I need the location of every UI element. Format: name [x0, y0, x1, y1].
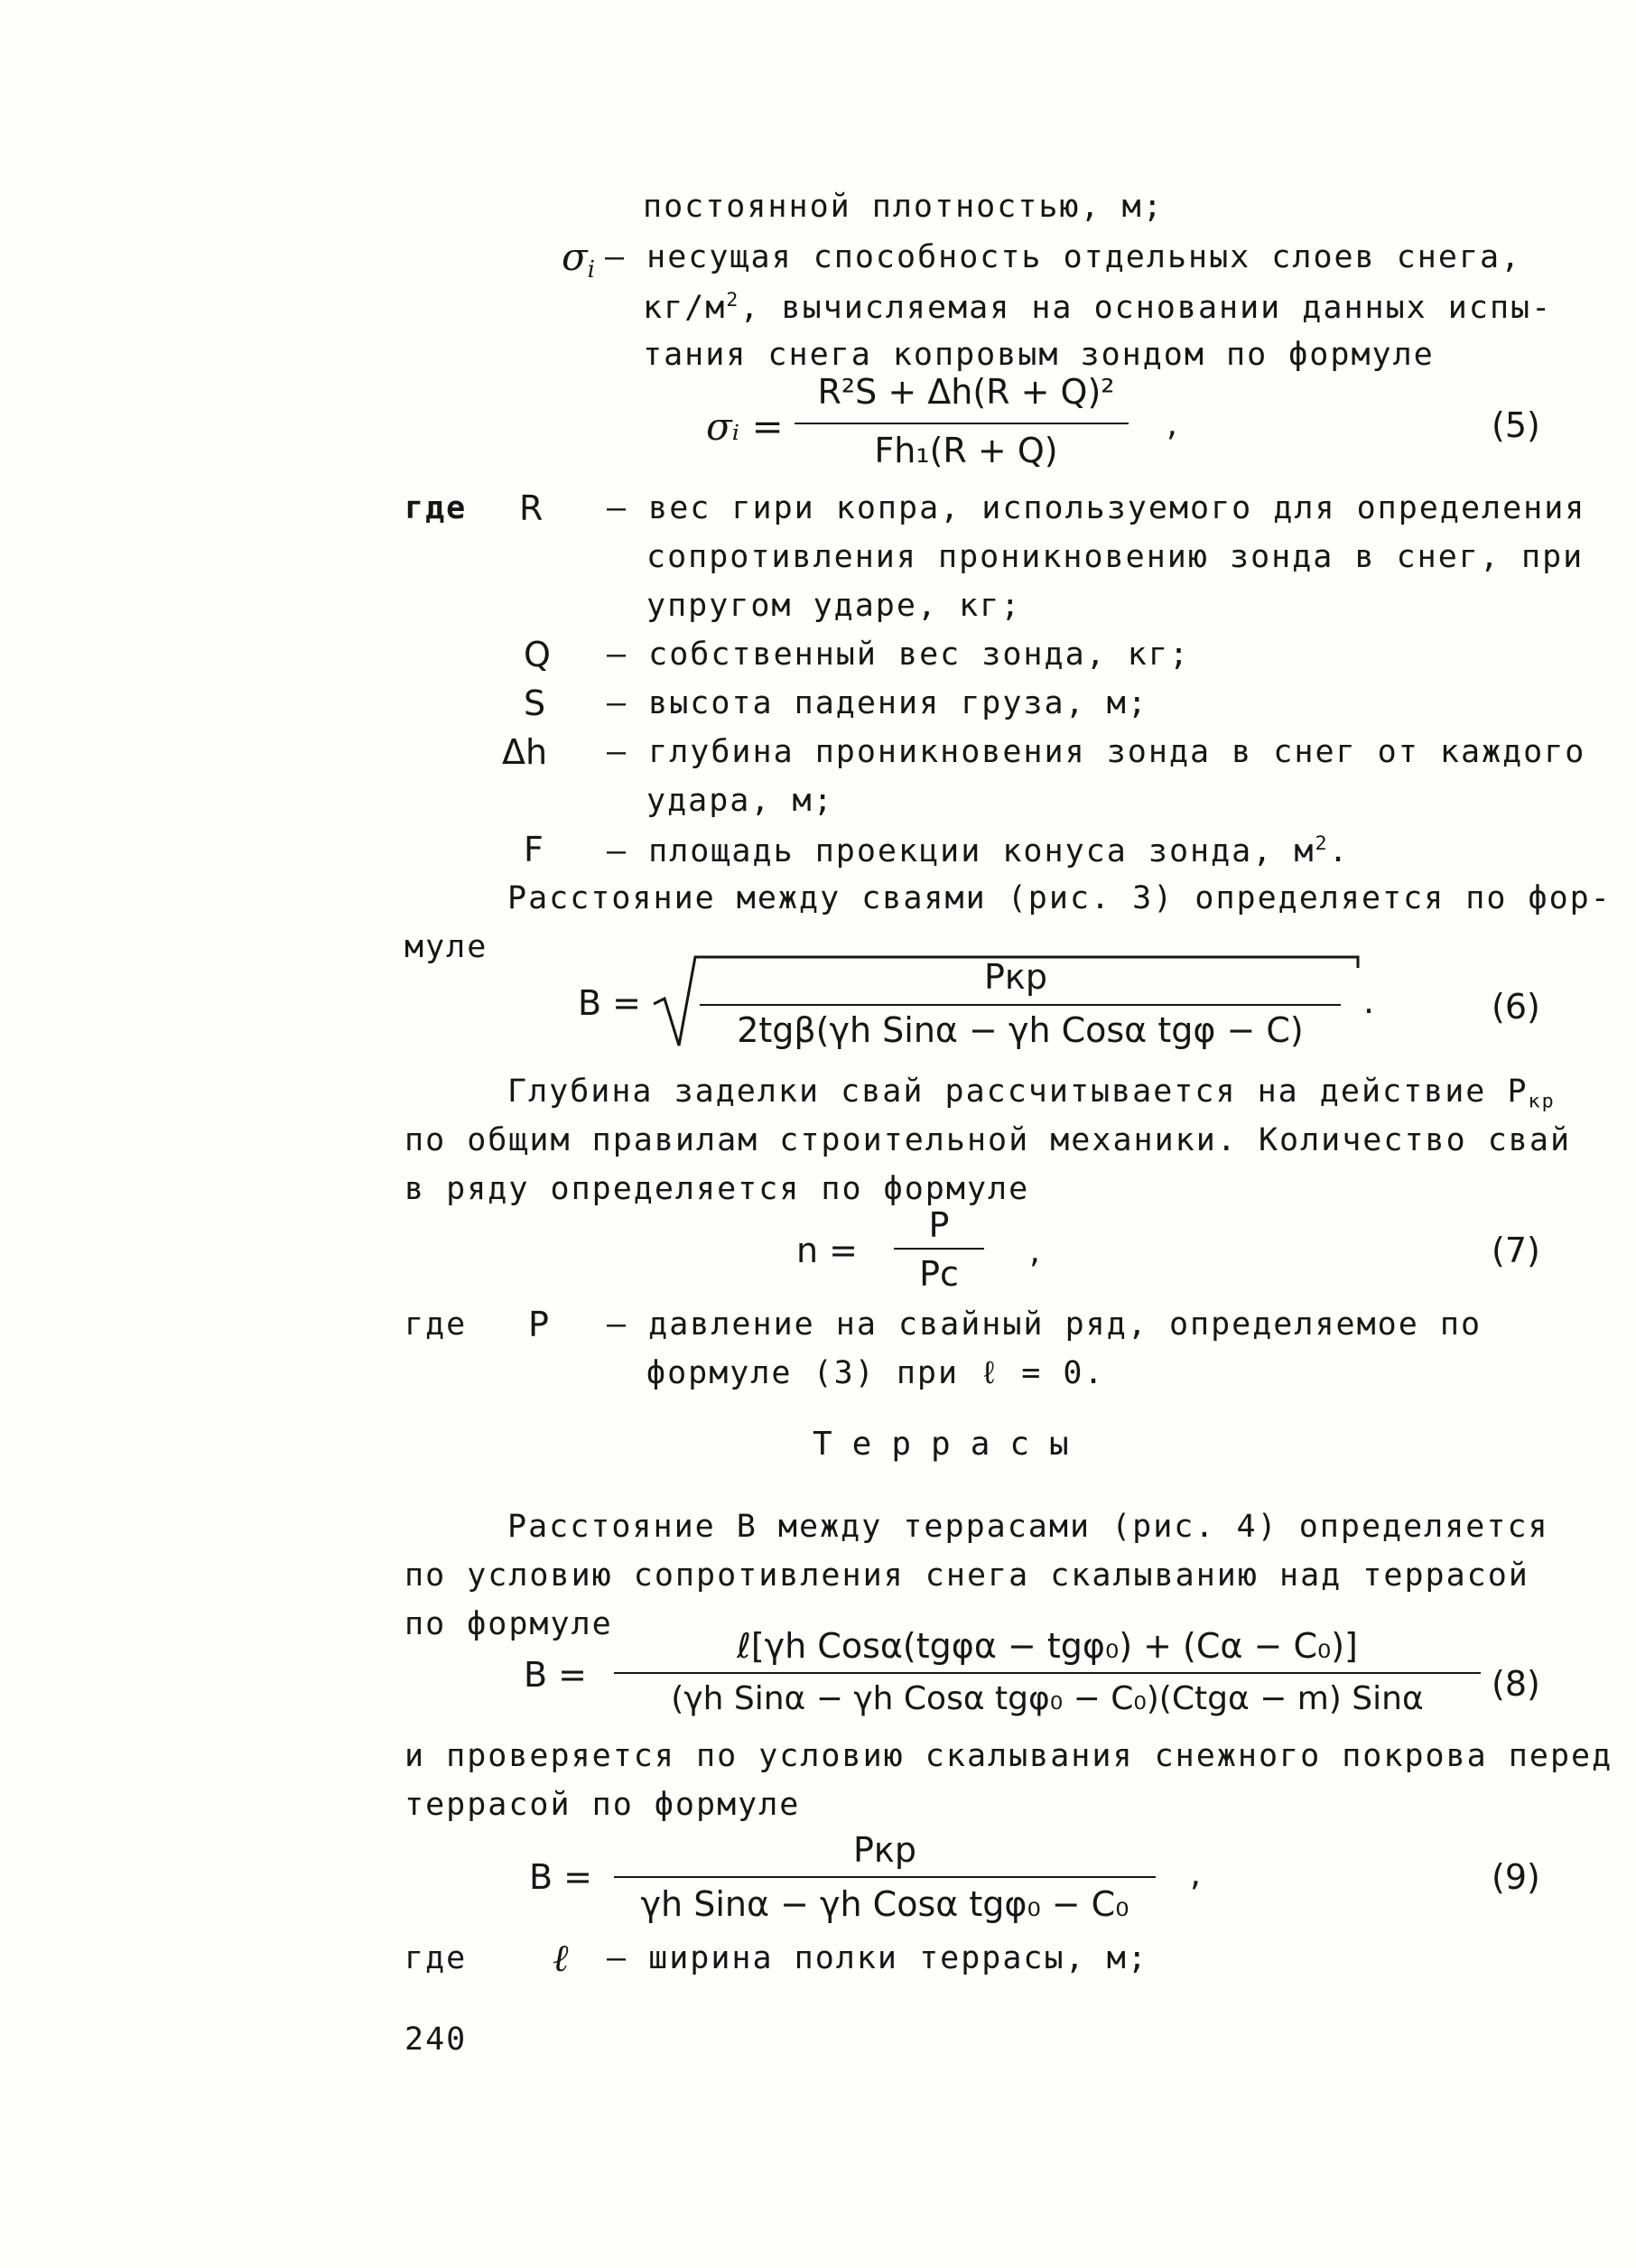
- sigma-definition-line-2: $кг/м^2$, вычисляемая на основании данных испы-: [643, 289, 1553, 327]
- R-definition-line-3: упругом ударе, кг;: [646, 588, 1022, 624]
- paragraph-8-line-1: Расстояние B между террасами (рис. 4) определяется: [507, 1509, 1549, 1545]
- formula-7-comma: ,: [1029, 1231, 1041, 1270]
- formula-7-numerator: P: [928, 1205, 950, 1245]
- where-label-2: где: [404, 1306, 468, 1343]
- R-definition-line-1: – вес гири копра, используемого для определения: [607, 490, 1586, 526]
- R-symbol: R: [519, 488, 544, 528]
- formula-6-numerator: Pкр: [984, 957, 1047, 997]
- formula-5-number: (5): [1492, 405, 1540, 445]
- sigma-definition-line-1: – несущая способность отдельных слоев снега,: [605, 239, 1522, 275]
- delta-h-definition-line-1: – глубина проникновения зонда в снег от каждого: [607, 734, 1586, 770]
- S-symbol: S: [524, 683, 546, 723]
- formula-9-lhs: B =: [529, 1857, 592, 1897]
- formula-9-number: (9): [1492, 1857, 1540, 1897]
- P-definition-line-2: формуле (3) при ℓ = 0.: [646, 1355, 1105, 1391]
- formula-9-comma: ,: [1190, 1854, 1202, 1893]
- formula-7-lhs: n =: [796, 1231, 859, 1270]
- paragraph-6-line-2: муле: [404, 929, 488, 965]
- where-label: где: [404, 490, 468, 526]
- P-definition-line-1: – давление на свайный ряд, определяемое по: [607, 1306, 1483, 1343]
- formula-6-number: (6): [1492, 987, 1540, 1027]
- formula-5-numerator: R²S + Δh(R + Q)²: [817, 372, 1115, 412]
- sigma-definition-line-3: тания снега копровым зондом по формуле: [643, 337, 1435, 373]
- R-definition-line-2: сопротивления проникновению зонда в снег, при: [646, 539, 1585, 575]
- paragraph-7-line-1: Глубина заделки свай рассчитывается на действие $Р_{кр}$: [507, 1074, 1556, 1113]
- S-definition: – высота падения груза, м;: [607, 685, 1148, 721]
- section-heading: Террасы: [813, 1426, 1089, 1463]
- formula-5-fraction-bar: [795, 423, 1129, 424]
- paragraph-9-line-1: и проверяется по условию скалывания снежного покрова перед: [404, 1738, 1613, 1774]
- formula-7-fraction-bar: [894, 1248, 984, 1250]
- Q-symbol: Q: [524, 635, 551, 674]
- F-definition: – площадь проекции конуса зонда, $м^2$.: [607, 832, 1350, 870]
- paragraph-9-line-2: террасой по формуле: [404, 1787, 801, 1823]
- b-definition: – ширина полки террасы, м;: [607, 1940, 1148, 1976]
- formula-8-fraction-bar: [614, 1672, 1481, 1674]
- formula-5-denominator: Fh₁(R + Q): [874, 431, 1058, 470]
- where-label-3: где: [404, 1940, 468, 1976]
- formula-5-lhs: σᵢ =: [706, 404, 784, 449]
- formula-6-denominator: 2tgβ(γh Sinα − γh Cosα tgφ − C): [737, 1010, 1304, 1050]
- paragraph-7-line-2: по общим правилам строительной механики. Количество свай: [404, 1122, 1572, 1158]
- b-symbol: ℓ: [553, 1936, 569, 1980]
- formula-5-comma: ,: [1167, 404, 1178, 443]
- paragraph-7-line-3: в ряду определяется по формуле: [404, 1171, 1030, 1207]
- text-line: постоянной плотностью, м;: [643, 189, 1164, 225]
- delta-h-symbol: Δh: [502, 732, 548, 772]
- formula-9-fraction-bar: [614, 1876, 1156, 1878]
- paragraph-8-line-2: по условию сопротивления снега скалыванию над террасой: [404, 1557, 1529, 1594]
- formula-9-numerator: Pкр: [853, 1830, 916, 1870]
- F-symbol: F: [524, 830, 544, 869]
- formula-8-lhs: B =: [524, 1655, 587, 1695]
- delta-h-definition-line-2: удара, м;: [646, 783, 834, 819]
- paragraph-6-line-1: Расстояние между сваями (рис. 3) определяется по фор-: [507, 880, 1612, 916]
- formula-6-period: .: [1363, 981, 1375, 1021]
- formula-6-lhs: B =: [578, 983, 641, 1023]
- formula-7-number: (7): [1492, 1231, 1540, 1270]
- P-symbol: P: [528, 1305, 549, 1344]
- formula-8-numerator: ℓ[γh Cosα(tgφα − tgφ₀) + (Cα − C₀)]: [737, 1626, 1358, 1666]
- formula-6-fraction-bar: [700, 1004, 1341, 1006]
- formula-8-denominator: (γh Sinα − γh Cosα tgφ₀ − C₀)(Ctgα − m) Sinα: [671, 1680, 1424, 1717]
- formula-7-denominator: Pс: [919, 1254, 959, 1294]
- sigma-symbol: $\sigma_i$: [562, 235, 595, 284]
- page-number: 240: [404, 2022, 468, 2058]
- formula-9-denominator: γh Sinα − γh Cosα tgφ₀ − C₀: [640, 1884, 1129, 1924]
- Q-definition: – собственный вес зонда, кг;: [607, 637, 1191, 673]
- paragraph-8-line-3: по формуле: [404, 1606, 613, 1642]
- formula-8-number: (8): [1492, 1664, 1540, 1704]
